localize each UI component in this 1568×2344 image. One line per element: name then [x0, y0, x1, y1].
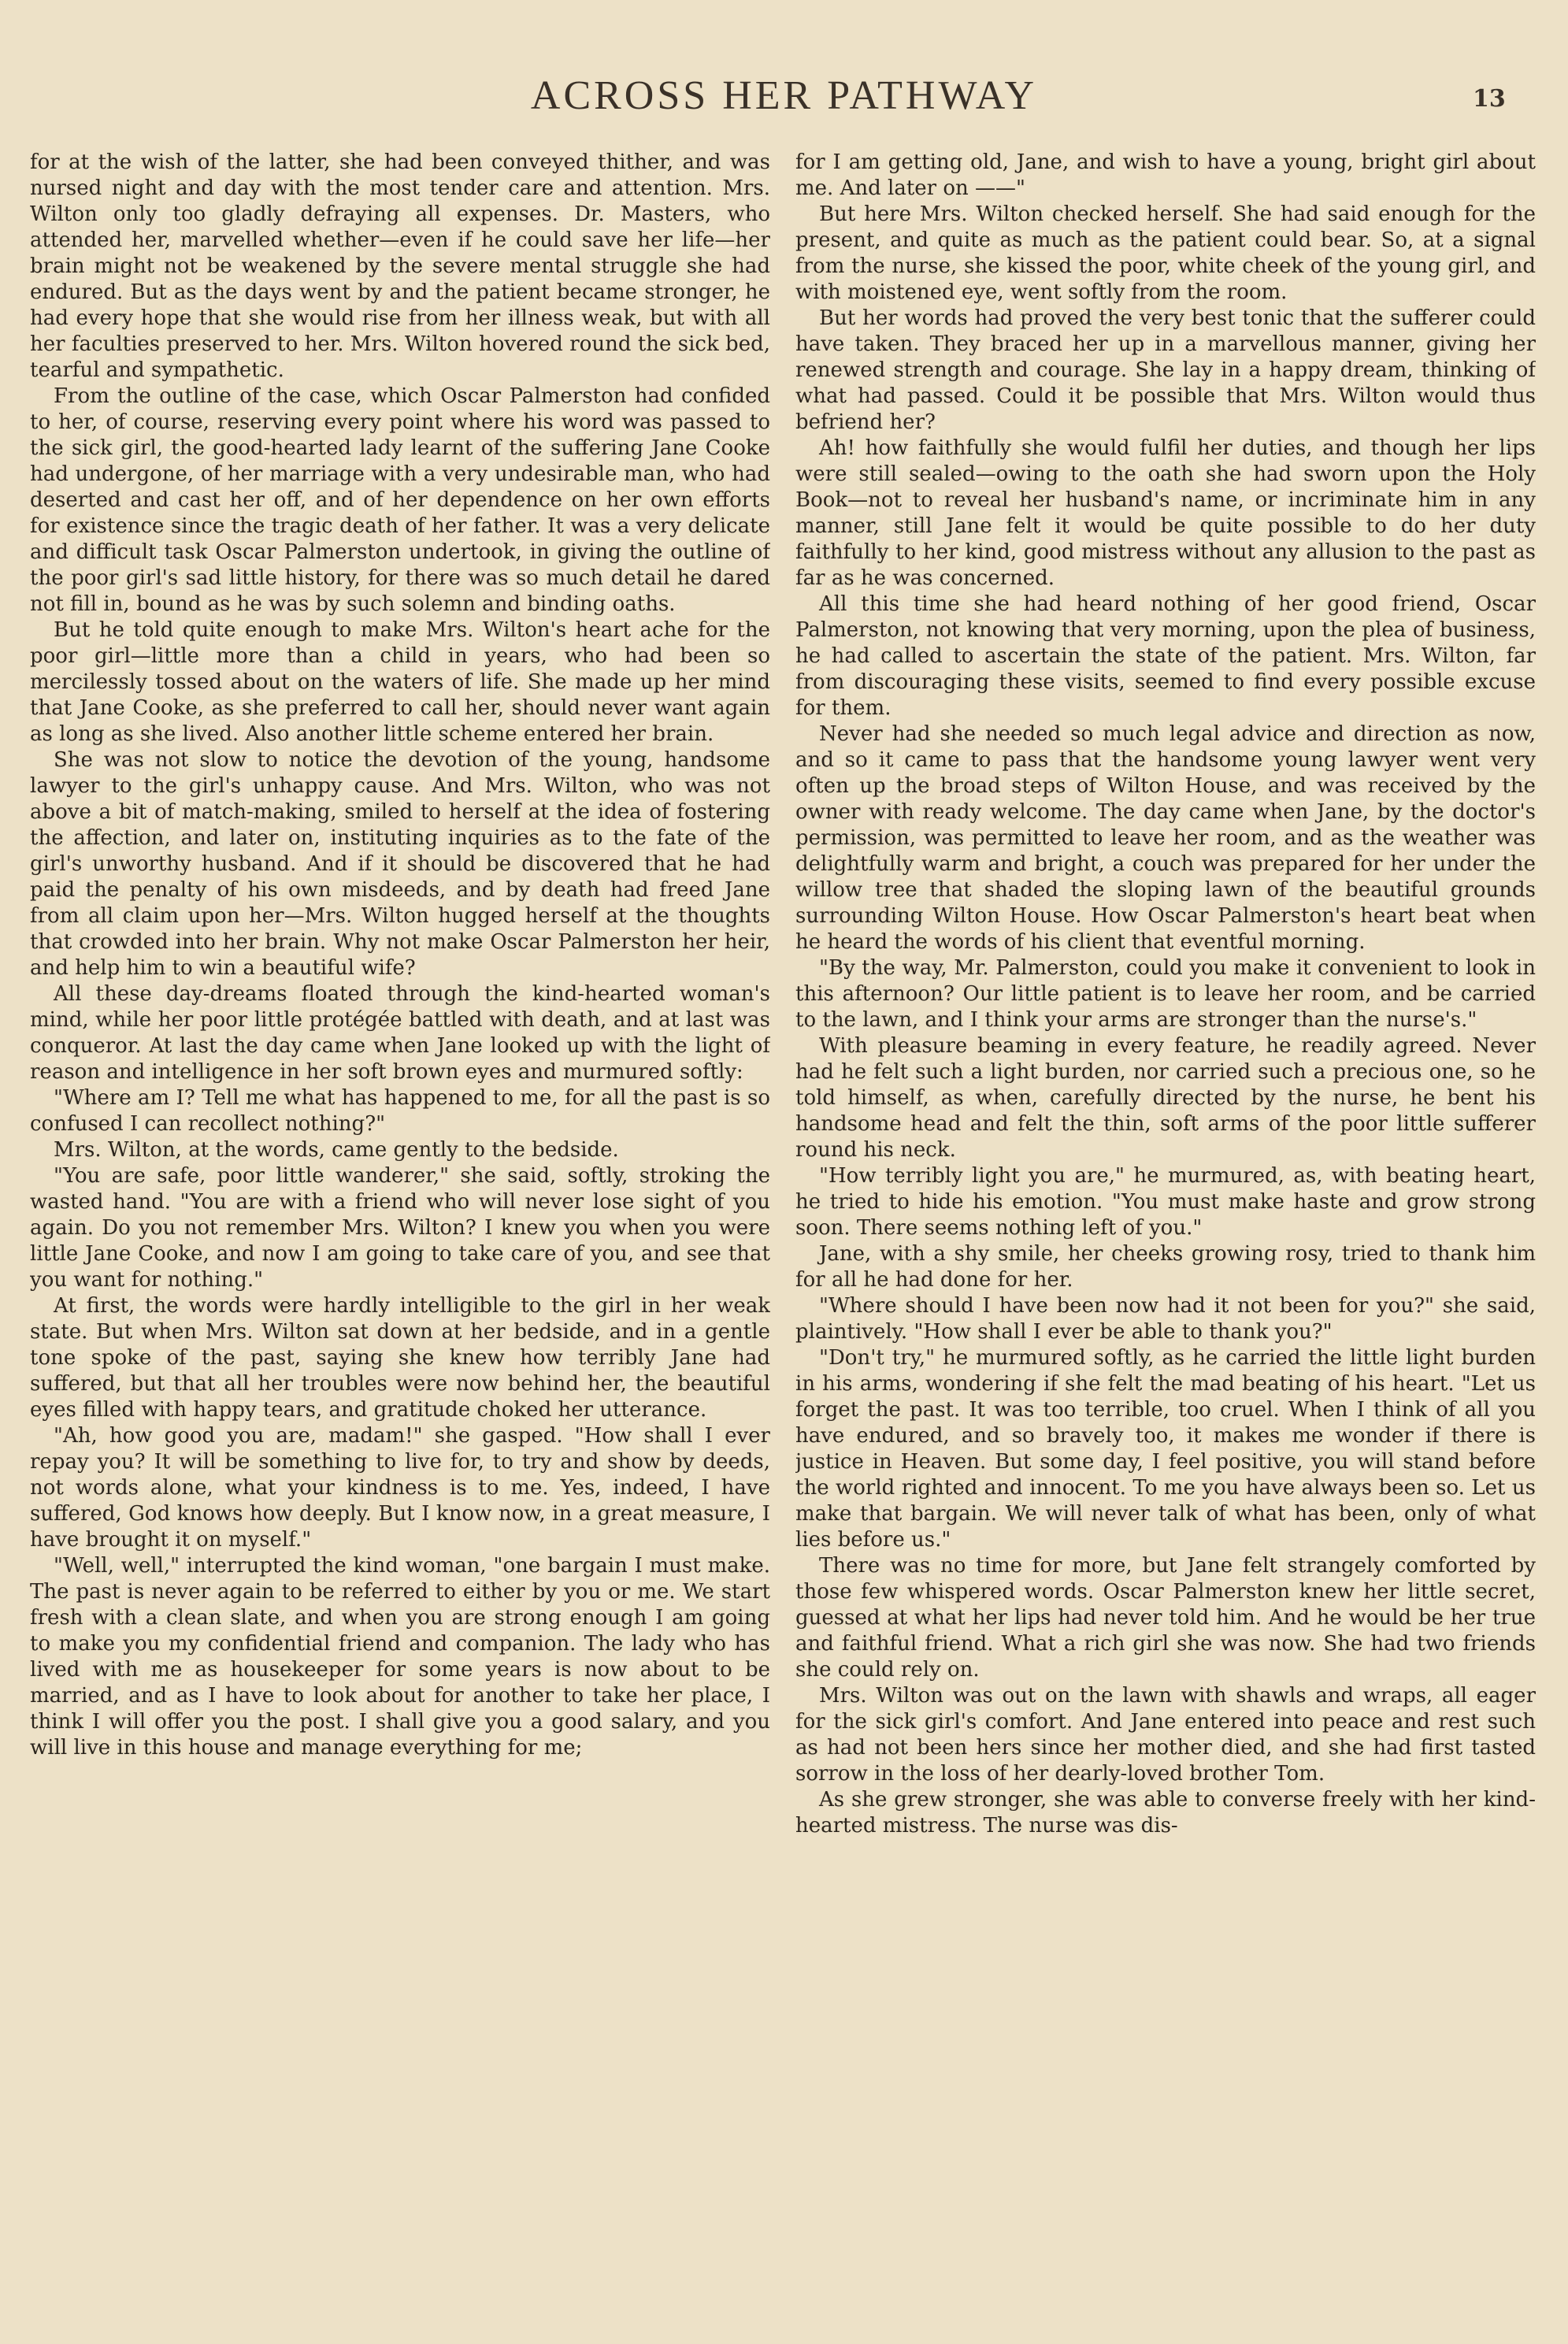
- paragraph: But here Mrs. Wilton checked herself. She had said enough for the present, and quite as much as the patient could bear. So, at a signal from the nurse, she kissed the poor, white cheek of the young girl, and with moistened eye, went softly from the room.: [795, 202, 1536, 304]
- paragraph: "Where should I have been now had it not been for you?" she said, plaintively. "How shall I ever be able to thank you?": [795, 1294, 1536, 1344]
- paragraph: "Where am I? Tell me what has happened to me, for all the past is so confused I can recollect nothing?": [30, 1086, 770, 1136]
- running-title: ACROSS HER PATHWAY: [530, 73, 1038, 118]
- paragraph: "Well, well," interrupted the kind woman, "one bargain I must make. The past is never again to be referred to either by you or me. We start fresh with a clean slate, and when you are strong enough I am going to make you my confidential friend and companion. The lady who has lived with me as housekeeper for some years is now about to be married, and as I have to look about for another to take her place, I think I will offer you the post. I shall give you a good salary, and you will live in this house and manage everything for me;: [30, 1554, 770, 1760]
- paragraph: Ah! how faithfully she would fulfil her duties, and though her lips were still sealed—owing to the oath she had sworn upon the Holy Book—not to reveal her husband's name, or incriminate him in any manner, still Jane felt it would be quite possible to do her duty faithfully to her kind, good mistress without any allusion to the past as far as he was concerned.: [795, 436, 1536, 590]
- paragraph: All this time she had heard nothing of her good friend, Oscar Palmerston, not knowing that very morning, upon the plea of business, he had called to ascertain the state of the patient. Mrs. Wilton, far from discouraging these visits, seemed to find every possible excuse for them.: [795, 592, 1536, 720]
- paragraph: for I am getting old, Jane, and wish to have a young, bright girl about me. And later on ——": [795, 150, 1536, 200]
- page-number: 13: [1473, 85, 1506, 113]
- paragraph: But he told quite enough to make Mrs. Wilton's heart ache for the poor girl—little more than a child in years, who had been so mercilessly tossed about on the waters of life. She made up her mind that Jane Cooke, as she preferred to call her, should never want again as long as she lived. Also another little scheme entered her brain.: [30, 618, 770, 746]
- paragraph: for at the wish of the latter, she had been conveyed thither, and was nursed night and day with the most tender care and attention. Mrs. Wilton only too gladly defraying all expenses. Dr. Masters, who attended her, marvelled whether—even if he could save her life—her brain might not be weakened by the severe mental struggle she had endured. But as the days went by and the patient became stronger, he had every hope that she would rise from her illness weak, but with all her faculties preserved to her. Mrs. Wilton hovered round the sick bed, tearful and sympathetic.: [30, 150, 770, 382]
- paragraph: But her words had proved the very best tonic that the sufferer could have taken. They braced her up in a marvellous manner, giving her renewed strength and courage. She lay in a happy dream, thinking of what had passed. Could it be possible that Mrs. Wilton would thus befriend her?: [795, 306, 1536, 434]
- paragraph: "By the way, Mr. Palmerston, could you make it convenient to look in this afternoon? Our little patient is to leave her room, and be carried to the lawn, and I think your arms are stronger than the nurse's.": [795, 956, 1536, 1032]
- paragraph: Mrs. Wilton was out on the lawn with shawls and wraps, all eager for the sick girl's comfort. And Jane entered into peace and rest such as had not been hers since her mother died, and she had first tasted sorrow in the loss of her dearly-loved brother Tom.: [795, 1684, 1536, 1786]
- right-column: [795, 150, 1536, 2150]
- paragraph: With pleasure beaming in every feature, he readily agreed. Never had he felt such a light burden, nor carried such a precious one, so he told himself, as when, carefully directed by the nurse, he bent his handsome head and felt the thin, soft arms of the poor little sufferer round his neck.: [795, 1034, 1536, 1162]
- paragraph: Never had she needed so much legal advice and direction as now, and so it came to pass that the handsome young lawyer went very often up the broad steps of Wilton House, and was received by the owner with ready welcome. The day came when Jane, by the doctor's permission, was permitted to leave her room, and as the weather was delightfully warm and bright, a couch was prepared for her under the willow tree that shaded the sloping lawn of the beautiful grounds surrounding Wilton House. How Oscar Palmerston's heart beat when he heard the words of his client that eventful morning.: [795, 722, 1536, 954]
- left-column: [30, 150, 770, 2150]
- paragraph: She was not slow to notice the devotion of the young, handsome lawyer to the girl's unhappy cause. And Mrs. Wilton, who was not above a bit of match-making, smiled to herself at the idea of fostering the affection, and later on, instituting inquiries as to the fate of the girl's unworthy husband. And if it should be discovered that he had paid the penalty of his own misdeeds, and by death had freed Jane from all claim upon her—Mrs. Wilton hugged herself at the thoughts that crowded into her brain. Why not make Oscar Palmerston her heir, and help him to win a beautiful wife?: [30, 748, 770, 980]
- paragraph: "Ah, how good you are, madam!" she gasped. "How shall I ever repay you? It will be something to live for, to try and show by deeds, not words alone, what your kindness is to me. Yes, indeed, I have suffered, God knows how deeply. But I know now, in a great measure, I have brought it on myself.": [30, 1424, 770, 1552]
- paragraph: Mrs. Wilton, at the words, came gently to the bedside.: [54, 1138, 619, 1162]
- paragraph: From the outline of the case, which Oscar Palmerston had confided to her, of course, reserving every point where his word was passed to the sick girl, the good-hearted lady learnt of the suffering Jane Cooke had undergone, of her marriage with a very undesirable man, who had deserted and cast her off, and of her dependence on her own efforts for existence since the tragic death of her father. It was a very delicate and difficult task Oscar Palmerston undertook, in giving the outline of the poor girl's sad little history, for there was so much detail he dared not fill in, bound as he was by such solemn and binding oaths.: [30, 384, 770, 616]
- paragraph: "Don't try," he murmured softly, as he carried the little light burden in his arms, wondering if she felt the mad beating of his heart. "Let us forget the past. It was too terrible, too cruel. When I think of all you have endured, and so bravely too, it makes me wonder if there is justice in Heaven. But some day, I feel positive, you will stand before the world righted and innocent. To me you have always been so. Let us make that bargain. We will never talk of what has been, only of what lies before us.": [795, 1346, 1536, 1552]
- paragraph: As she grew stronger, she was able to converse freely with her kind-hearted mistress. The nurse was dis-: [795, 1788, 1536, 1838]
- paragraph: At first, the words were hardly intelligible to the girl in her weak state. But when Mrs. Wilton sat down at her bedside, and in a gentle tone spoke of the past, saying she knew how terribly Jane had suffered, but that all her troubles were now behind her, the beautiful eyes filled with happy tears, and gratitude choked her utterance.: [30, 1294, 770, 1422]
- paragraph: "You are safe, poor little wanderer," she said, softly, stroking the wasted hand. "You are with a friend who will never lose sight of you again. Do you not remember Mrs. Wilton? I knew you when you were little Jane Cooke, and now I am going to take care of you, and see that you want for nothing.": [30, 1164, 770, 1292]
- paragraph: There was no time for more, but Jane felt strangely comforted by those few whispered words. Oscar Palmerston knew her little secret, guessed at what her lips had never told him. And he would be her true and faithful friend. What a rich girl she was now. She had two friends she could rely on.: [795, 1554, 1536, 1682]
- paragraph: "How terribly light you are," he murmured, as, with beating heart, he tried to hide his emotion. "You must make haste and grow strong soon. There seems nothing left of you.": [795, 1164, 1536, 1240]
- paragraph: All these day-dreams floated through the kind-hearted woman's mind, while her poor little protégée battled with death, and at last was conqueror. At last the day came when Jane looked up with the light of reason and intelligence in her soft brown eyes and murmured softly:: [30, 982, 770, 1084]
- paragraph: Jane, with a shy smile, her cheeks growing rosy, tried to thank him for all he had done for her.: [795, 1242, 1536, 1292]
- page-header: [0, 72, 1568, 120]
